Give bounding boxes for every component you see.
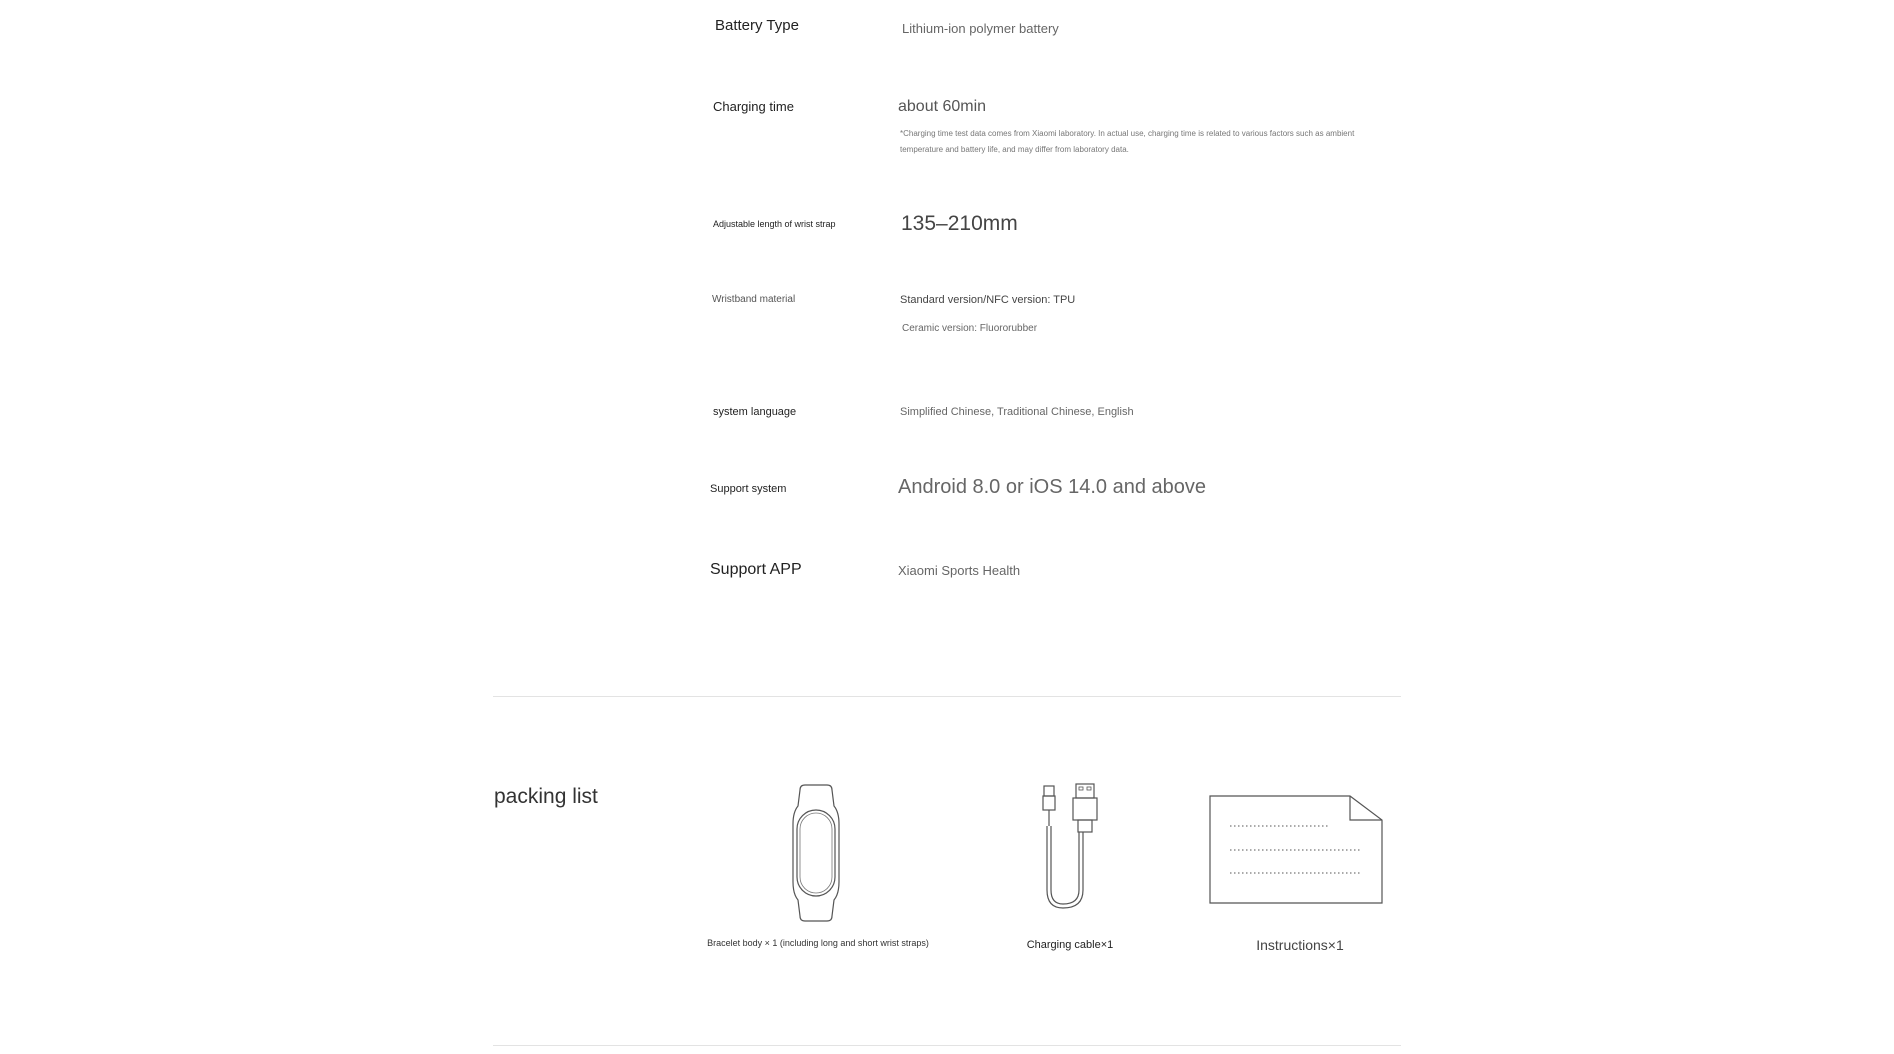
spec-value-support-system: Android 8.0 or iOS 14.0 and above <box>898 476 1206 498</box>
spec-label-battery-type: Battery Type <box>715 17 799 34</box>
spec-label-wristband-material: Wristband material <box>712 294 796 305</box>
charging-time-footnote: *Charging time test data comes from Xiaomi laboratory. In actual use, charging time is related to various factors such as ambient temperature and battery life, and may differ from laboratory data. <box>900 129 1355 154</box>
packing-list-title: packing list <box>494 785 598 808</box>
spec-label-strap-length: Adjustable length of wrist strap <box>713 219 836 229</box>
spec-label-support-system: Support system <box>710 483 787 495</box>
spec-value-wristband-material-standard: Standard version/NFC version: TPU <box>900 294 1076 306</box>
packing-caption-instructions: Instructions×1 <box>1256 937 1344 953</box>
spec-label-support-app: Support APP <box>710 561 802 578</box>
spec-value-wristband-material-ceramic: Ceramic version: Fluororubber <box>902 323 1038 334</box>
packing-caption-bracelet: Bracelet body × 1 (including long and short wrist straps) <box>707 938 929 948</box>
spec-label-system-language: system language <box>713 406 797 418</box>
charging-cable-icon <box>1038 782 1102 914</box>
spec-value-battery-type: Lithium-ion polymer battery <box>902 21 1059 36</box>
spec-value-support-app: Xiaomi Sports Health <box>898 563 1021 578</box>
spec-value-charging-time: about 60min <box>898 98 987 115</box>
spec-label-charging-time: Charging time <box>713 99 794 114</box>
section-divider-bottom <box>493 1045 1401 1046</box>
section-divider-top <box>493 696 1401 697</box>
spec-value-strap-length: 135–210mm <box>901 212 1018 235</box>
instructions-document-icon <box>1208 794 1386 906</box>
spec-value-system-language: Simplified Chinese, Traditional Chinese, English <box>900 406 1134 418</box>
packing-caption-charging-cable: Charging cable×1 <box>1026 939 1114 951</box>
bracelet-icon <box>786 782 846 924</box>
